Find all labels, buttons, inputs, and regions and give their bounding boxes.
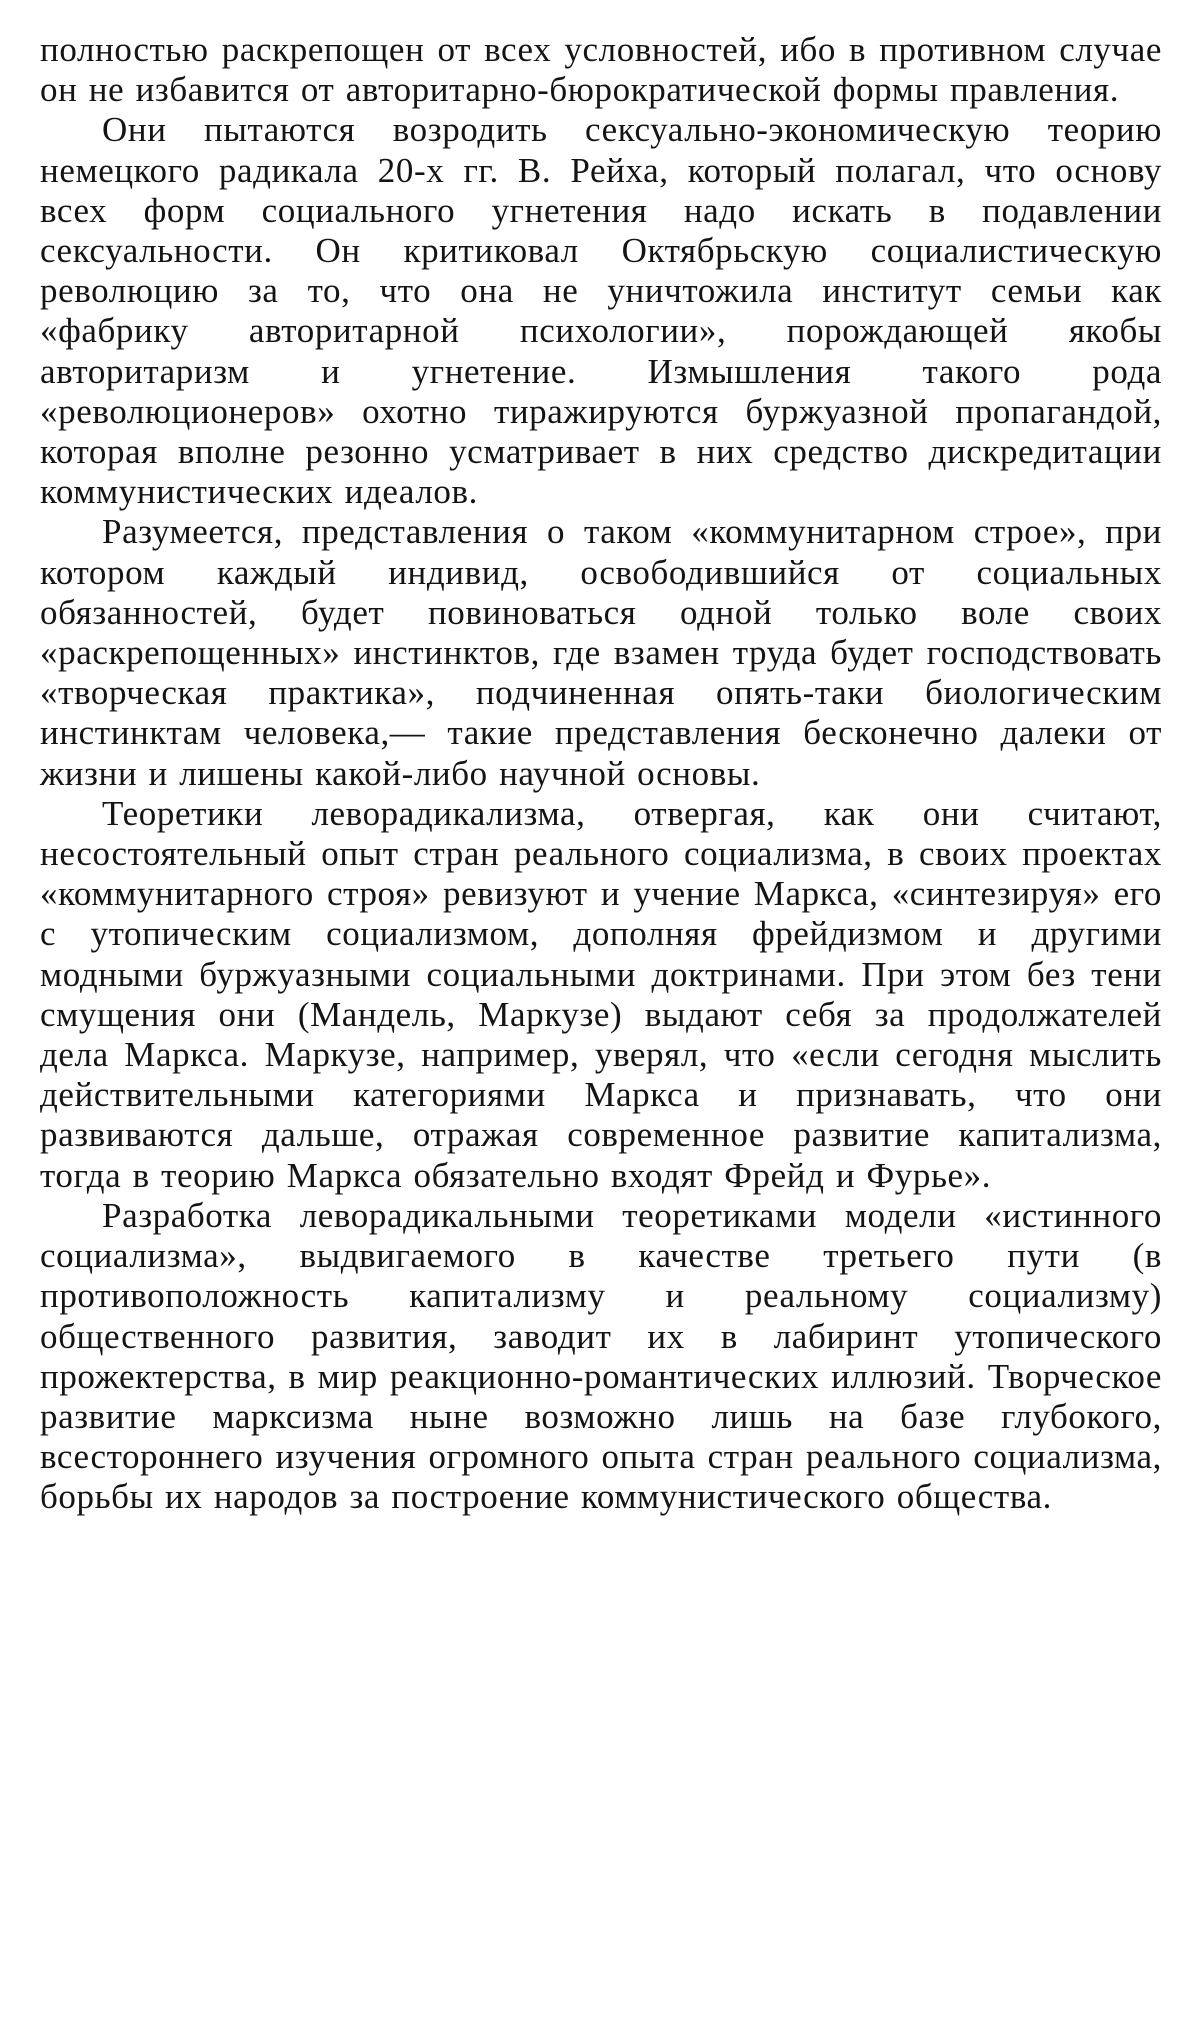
- paragraph-communitarian-order: Разумеется, представления о таком «коммунитарном строе», при котором каждый индивид, освободившийся от социальных обязанностей, будет повиноваться одной только воле своих «раскрепощенных» инстинктов, где взамен труда будет господствовать «творческая практика», подчиненная опять-таки биологическим инстинктам человека,— такие представления бесконечно далеки от жизни и лишены какой-либо научной основы.: [40, 512, 1162, 793]
- paragraph-reich-theory: Они пытаются возродить сексуально-экономическую теорию немецкого радикала 20-х гг. В. Рейха, который полагал, что основу всех форм социального угнетения надо искать в подавлении сексуальности. Он критиковал Октябрьскую социалистическую революцию за то, что она не уничтожила институт семьи как «фабрику авторитарной психологии», порождающей якобы авторитаризм и угнетение. Измышления такого рода «революционеров» охотно тиражируются буржуазной пропагандой, которая вполне резонно усматривает в них средство дискредитации коммунистических идеалов.: [40, 110, 1162, 512]
- document-page: [40, 30, 1162, 1518]
- paragraph-continuation: полностью раскрепощен от всех условностей, ибо в противном случае он не избавится от авторитарно-бюрократической формы правления.: [40, 30, 1162, 110]
- paragraph-true-socialism: Разработка леворадикальными теоретиками модели «истинного социализма», выдвигаемого в качестве третьего пути (в противоположность капитализму и реальному социализму) общественного развития, заводит их в лабиринт утопического прожектерства, в мир реакционно-романтических иллюзий. Творческое развитие марксизма ныне возможно лишь на базе глубокого, всестороннего изучения огромного опыта стран реального социализма, борьбы их народов за построение коммунистического общества.: [40, 1195, 1162, 1517]
- paragraph-left-radical-theorists: Теоретики леворадикализма, отвергая, как они считают, несостоятельный опыт стран реального социализма, в своих проектах «коммунитарного строя» ревизуют и учение Маркса, «синтезируя» его с утопическим социализмом, дополняя фрейдизмом и другими модными буржуазными социальными доктринами. При этом без тени смущения они (Мандель, Маркузе) выдают себя за продолжателей дела Маркса. Маркузе, например, уверял, что «если сегодня мыслить действительными категориями Маркса и признавать, что они развиваются дальше, отражая современное развитие капитализма, тогда в теорию Маркса обязательно входят Фрейд и Фурье».: [40, 793, 1162, 1195]
